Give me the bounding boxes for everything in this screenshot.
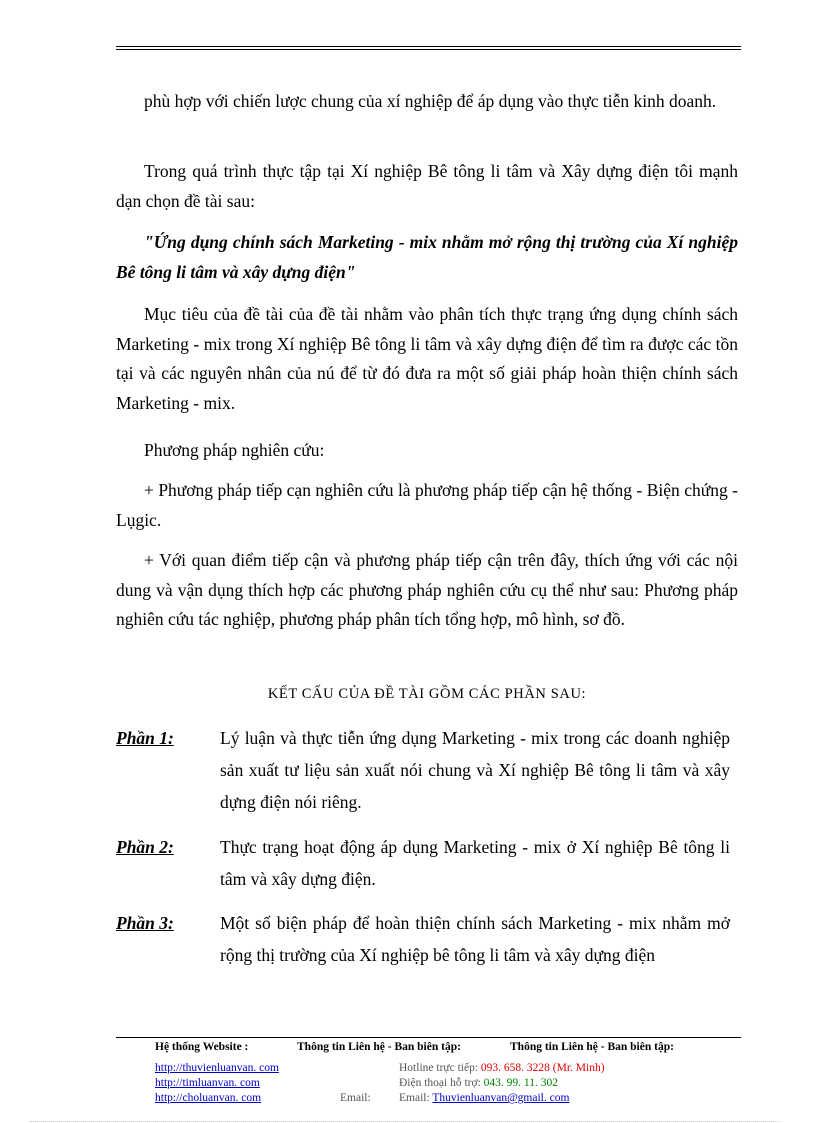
footer-link-timluanvan[interactable]: http://timluanvan. com (155, 1077, 260, 1089)
footer-support-value: 043. 99. 11. 302 (483, 1077, 558, 1089)
footer-contact-heading-2: Thông tin Liên hệ - Ban biên tập: (510, 1041, 674, 1053)
part-1-text: Lý luận và thực tiễn ứng dụng Marketing - mix trong các doanh nghiệp sản xuất tư liệu sản xuất nói chung và Xí nghiệp Bê tông li tâm và xây dựng điện nói riêng. (220, 728, 730, 812)
paragraph-4 (116, 436, 738, 466)
footer-website-heading: Hệ thống Website : (155, 1041, 249, 1053)
paragraph-5-text: + Phương pháp tiếp cạn nghiên cứu là phương pháp tiếp cận hệ thống - Biện chứng - Lụgic. (116, 480, 738, 530)
part-2-text: Thực trạng hoạt động áp dụng Marketing - mix ở Xí nghiệp Bê tông li tâm và xây dựng điện. (220, 837, 730, 889)
footer-support-label: Điện thoại hỗ trợ: (399, 1077, 481, 1089)
footer-email-value[interactable]: Thuvienluanvan@gmail. com (432, 1092, 570, 1104)
part-3-label: Phần 3: (116, 913, 174, 933)
paragraph-1 (116, 87, 738, 117)
footer-support-phone (399, 1077, 558, 1089)
page-bottom-dotted-line (30, 1121, 780, 1122)
footer-contact-heading-1: Thông tin Liên hệ - Ban biên tập: (297, 1041, 461, 1053)
footer-email-label-mid: Email: (340, 1092, 371, 1104)
footer-link-thuvienluanvan[interactable]: http://thuvienluanvan. com (155, 1062, 279, 1074)
thesis-title (116, 228, 738, 287)
footer-link-choluanvan[interactable]: http://choluanvan. com (155, 1092, 262, 1104)
paragraph-6 (116, 546, 738, 635)
part-3-text: Một số biện pháp để hoàn thiện chính sách Marketing - mix nhằm mở rộng thị trường của Xí nghiệp bê tông li tâm và xây dựng điện (220, 913, 730, 965)
part-1-label: Phần 1: (116, 728, 174, 748)
footer-email (399, 1092, 569, 1104)
paragraph-3-text: Mục tiêu của đề tài của đề tài nhằm vào phân tích thực trạng ứng dụng chính sách Marketing - mix trong Xí nghiệp Bê tông li tâm và xây dựng điện để tìm ra được các tồn tại và các nguyên nhân của nú để từ đó đưa ra một số giải pháp hoàn thiện chính sách Marketing - mix. (116, 304, 738, 413)
paragraph-2 (116, 157, 738, 216)
footer-hotline-label: Hotline trực tiếp: (399, 1062, 479, 1074)
footer-hotline (399, 1062, 605, 1074)
paragraph-2-text: Trong quá trình thực tập tại Xí nghiệp Bê tông li tâm và Xây dựng điện tôi mạnh dạn chọn đề tài sau: (116, 161, 738, 211)
header-rule-bottom (116, 49, 741, 50)
part-2-label: Phần 2: (116, 837, 174, 857)
footer-email-label: Email: (399, 1092, 430, 1104)
structure-heading: KẾT CẤU CỦA ĐỀ TÀI GỒM CÁC PHẦN SAU: (267, 686, 587, 702)
paragraph-4-text: Phương pháp nghiên cứu: (144, 440, 325, 460)
header-rule-top (116, 46, 741, 47)
paragraph-6-text: + Với quan điểm tiếp cận và phương pháp tiếp cận trên đây, thích ứng với các nội dung và vận dụng thích hợp các phương pháp nghiên cứu cụ thể như sau: Phương pháp nghiên cứu tác nghiệp, phương pháp phân tích tổng hợp, mô hình, sơ đồ. (116, 550, 738, 629)
footer-hotline-value: 093. 658. 3228 (Mr. Minh) (480, 1062, 605, 1074)
paragraph-1-text: phù hợp với chiến lược chung của xí nghiệp để áp dụng vào thực tiễn kinh doanh. (144, 91, 717, 111)
footer-rule (116, 1037, 741, 1038)
paragraph-3 (116, 300, 738, 418)
thesis-title-text: "Ứng dụng chính sách Marketing - mix nhằm mở rộng thị trường của Xí nghiệp Bê tông li tâm và xây dựng điện" (116, 232, 738, 282)
paragraph-5 (116, 476, 738, 535)
